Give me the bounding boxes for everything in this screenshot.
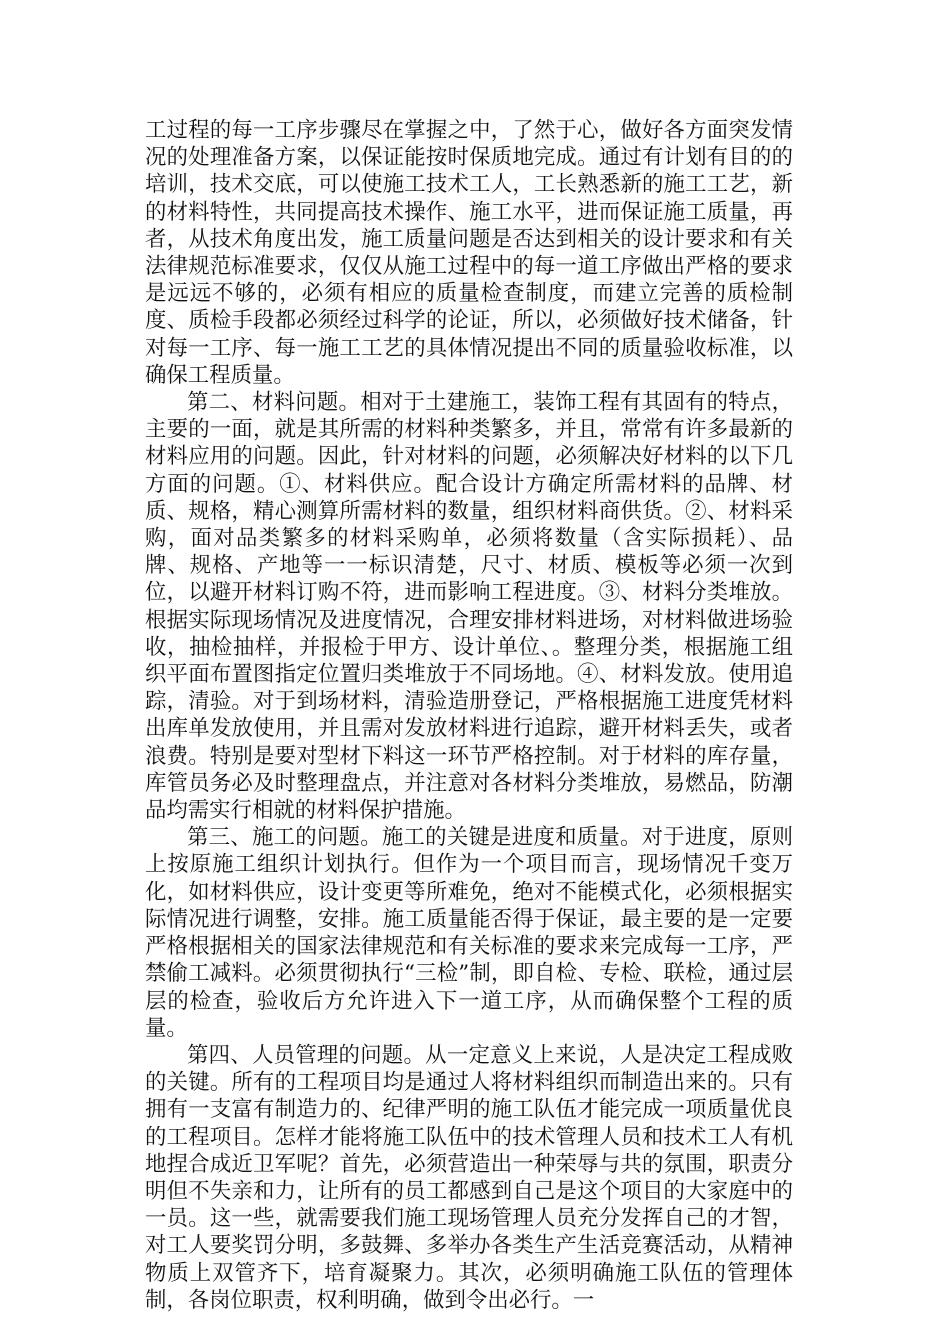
document-body — [145, 117, 793, 1314]
paragraph-technical-continuation: 工过程的每一工序步骤尽在掌握之中，了然于心，做好各方面突发情况的处理准备方案，以保证能按时保质地完成。通过有计划有目的的培训，技术交底，可以使施工技术工人，工长熟悉新的施工工艺，新的材料特性，共同提高技术操作、施工水平，进而保证施工质量，再者，从技术角度出发，施工质量问题是否达到相关的设计要求和有关法律规范标准要求，仅仅从施工过程中的每一道工序做出严格的要求是远远不够的，必须有相应的质量检查制度，而建立完善的质检制度、质检手段都必须经过科学的论证，所以，必须做好技术储备，针对每一工序、每一施工工艺的具体情况提出不同的质量验收标准，以确保工程质量。 — [145, 118, 793, 388]
paragraph-personnel-management: 第四、人员管理的问题。从一定意义上来说，人是决定工程成败的关键。所有的工程项目均是通过人将材料组织而制造出来的。只有拥有一支富有制造力的、纪律严明的施工队伍才能完成一项质量优良的工程项目。怎样才能将施工队伍中的技术管理人员和技术工人有机地捏合成近卫军呢？首先，必须营造出一种荣辱与共的氛围，职责分明但不失亲和力，让所有的员工都感到自己是这个项目的大家庭中的一员。这一些，就需要我们施工现场管理人员充分发挥自己的才智，对工人要奖罚分明，多鼓舞、多举办各类生产生活竞赛活动，从精神物质上双管齐下，培育凝聚力。其次，必须明确施工队伍的管理体制，各岗位职责，权利明确，做到令出必行。一 — [145, 1042, 793, 1313]
paragraph-construction-issues: 第三、施工的问题。施工的关键是进度和质量。对于进度，原则上按原施工组织计划执行。但作为一个项目而言，现场情况千变万化，如材料供应，设计变更等所难免，绝对不能模式化，必须根据实际情况进行调整，安排。施工质量能否得于保证，最主要的是一定要严格根据相关的国家法律规范和有关标准的要求来完成每一工序，严禁偷工减料。必须贯彻执行“三检”制，即自检、专检、联检，通过层层的检查，验收后方允许进入下一道工序，从而确保整个工程的质量。 — [145, 825, 793, 1041]
paragraph-material-issues: 第二、材料问题。相对于土建施工，装饰工程有其固有的特点，主要的一面，就是其所需的材料种类繁多，并且，常常有许多最新的材料应用的问题。因此，针对材料的问题，必须解决好材料的以下几方面的问题。①、材料供应。配合设计方确定所需材料的品牌、材质、规格，精心测算所需材料的数量，组织材料商供货。②、材料采购，面对品类繁多的材料采购单，必须将数量（含实际损耗）、品牌、规格、产地等一一标识清楚，尺寸、材质、模板等必须一次到位，以避开材料订购不符，进而影响工程进度。③、材料分类堆放。根据实际现场情况及进度情况，合理安排材料进场，对材料做进场验收，抽检抽样，并报检于甲方、设计单位、。整理分类，根据施工组织平面布置图指定位置归类堆放于不同场地。④、材料发放。使用追踪，清验。对于到场材料，清验造册登记，严格根据施工进度凭材料出库单发放使用，并且需对发放材料进行追踪，避开材料丢失，或者浪费。特别是要对型材下料这一环节严格控制。对于材料的库存量，库管员务必及时整理盘点，并注意对各材料分类堆放，易燃品，防潮品均需实行相就的材料保护措施。 — [145, 390, 793, 824]
